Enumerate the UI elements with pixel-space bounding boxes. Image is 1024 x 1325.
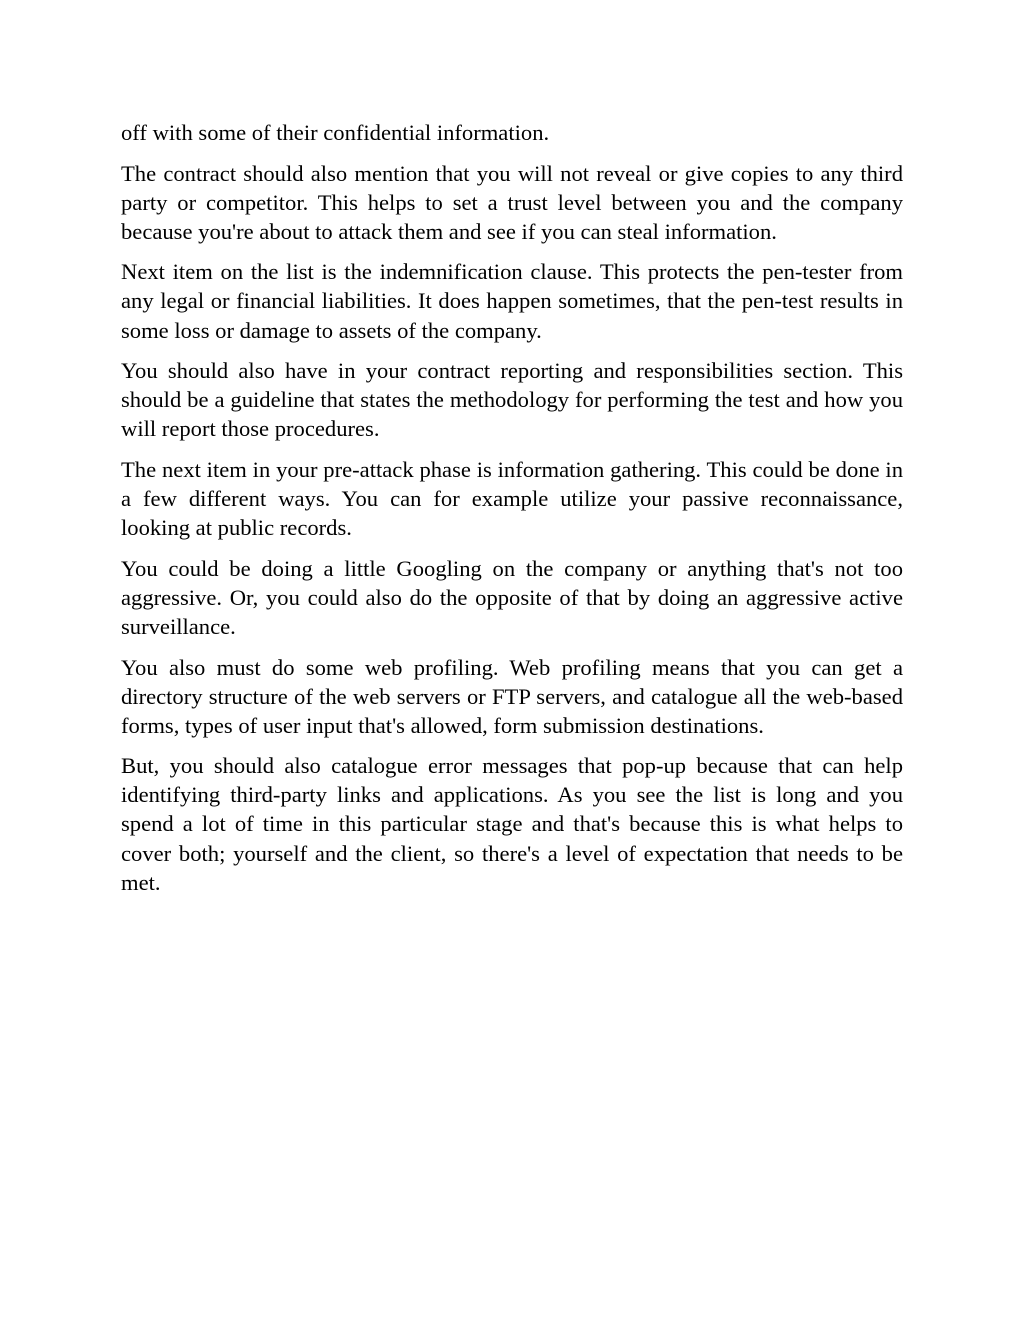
paragraph-8: But, you should also catalogue error messages that pop-up because that can help identifying third-party links and applications. As you see the list is long and you spend a lot of time in this particular stage and that's because this is what helps to cover both; yourself and the client, so there's a level of expectation that needs to be met. — [121, 753, 903, 895]
paragraph-1: off with some of their confidential information. — [121, 120, 550, 145]
paragraph-2: The contract should also mention that you will not reveal or give copies to any third party or competitor. This helps to set a trust level between you and the company because you're about to attack them and see if you can steal information. — [121, 160, 903, 244]
document-body — [121, 118, 903, 908]
paragraph-5: The next item in your pre-attack phase is information gathering. This could be done in a few different ways. You can for example utilize your passive reconnaissance, looking at public records. — [121, 456, 903, 541]
paragraph-7: You also must do some web profiling. Web profiling means that you can get a directory structure of the web servers or FTP servers, and catalogue all the web-based forms, types of user input that's allowed, form submission destinations. — [121, 654, 903, 738]
paragraph-6: You could be doing a little Googling on the company or anything that's not too aggressive. Or, you could also do the opposite of that by doing an aggressive active surveillance. — [121, 555, 903, 639]
paragraph-4: You should also have in your contract reporting and responsibilities section. This should be a guideline that states the methodology for performing the test and how you will report those procedures. — [121, 358, 903, 442]
paragraph-3: Next item on the list is the indemnification clause. This protects the pen-tester from any legal or financial liabilities. It does happen sometimes, that the pen-test results in some loss or damage to assets of the company. — [121, 259, 903, 343]
